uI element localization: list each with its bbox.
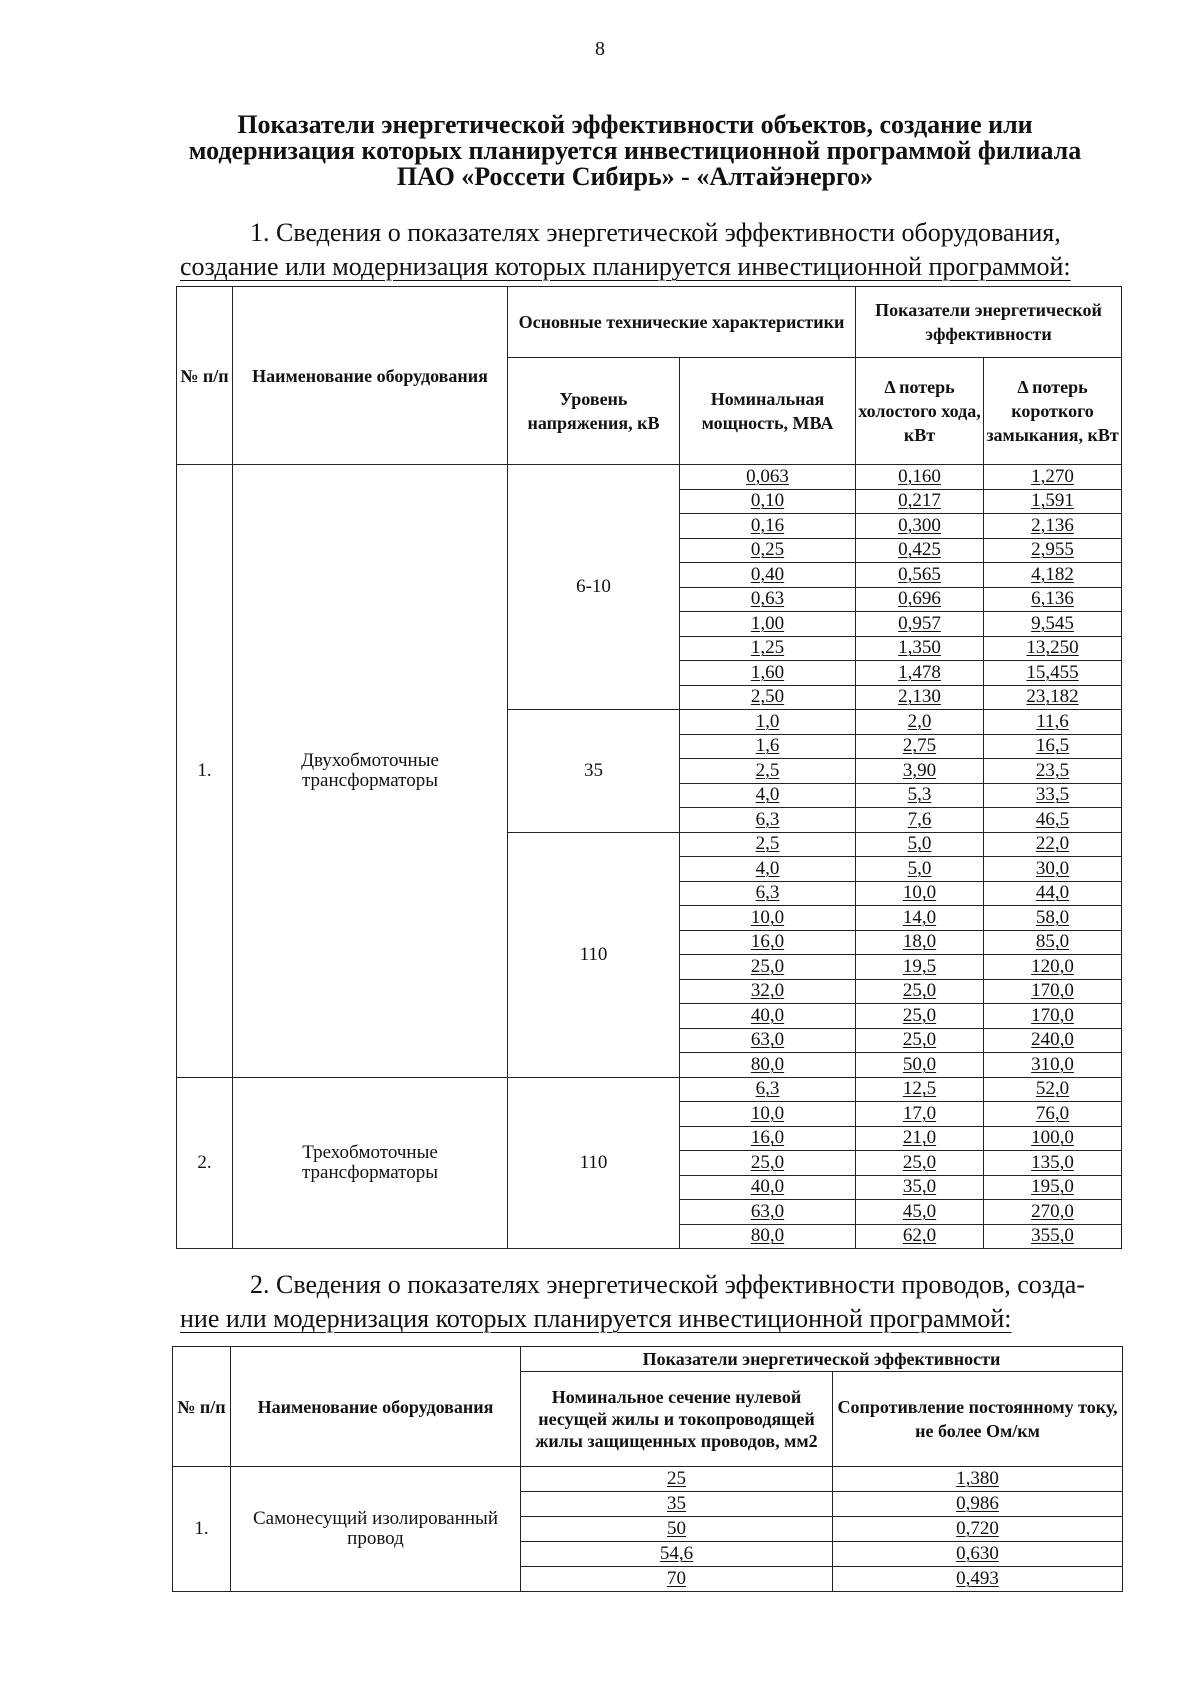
idle-losses: 19,5 [856,955,984,980]
row-number: 1. [177,465,233,1078]
header-efficiency: Показатели энергетической эффективности [856,287,1122,358]
rated-power: 2,5 [680,759,856,784]
rated-power: 2,50 [680,685,856,710]
header-num: № п/п [177,287,233,465]
idle-losses: 0,957 [856,612,984,637]
idle-losses: 5,3 [856,783,984,808]
cross-section: 50 [521,1517,833,1542]
wires-table-body [173,1467,1123,1592]
idle-losses: 0,565 [856,563,984,588]
short-circuit-losses: 58,0 [984,906,1122,931]
idle-losses: 12,5 [856,1077,984,1102]
idle-losses: 10,0 [856,881,984,906]
row-number: 1. [173,1467,231,1592]
idle-losses: 25,0 [856,1004,984,1029]
rated-power: 4,0 [680,783,856,808]
idle-losses: 25,0 [856,979,984,1004]
short-circuit-losses: 85,0 [984,930,1122,955]
rated-power: 2,5 [680,832,856,857]
rated-power: 25,0 [680,1151,856,1176]
rated-power: 1,60 [680,661,856,686]
rated-power: 40,0 [680,1175,856,1200]
short-circuit-losses: 240,0 [984,1028,1122,1053]
idle-losses: 21,0 [856,1126,984,1151]
voltage-level: 110 [508,1077,680,1249]
short-circuit-losses: 100,0 [984,1126,1122,1151]
idle-losses: 0,696 [856,587,984,612]
rated-power: 80,0 [680,1224,856,1249]
rated-power: 0,40 [680,563,856,588]
short-circuit-losses: 170,0 [984,1004,1122,1029]
equipment-name: Самонесущий изолированный провод [231,1467,521,1592]
short-circuit-losses: 2,136 [984,514,1122,539]
short-circuit-losses: 76,0 [984,1102,1122,1127]
rated-power: 0,10 [680,489,856,514]
short-circuit-losses: 33,5 [984,783,1122,808]
voltage-level: 110 [508,832,680,1077]
idle-losses: 14,0 [856,906,984,931]
short-circuit-losses: 355,0 [984,1224,1122,1249]
short-circuit-losses: 23,5 [984,759,1122,784]
short-circuit-losses: 195,0 [984,1175,1122,1200]
rated-power: 80,0 [680,1053,856,1078]
rated-power: 32,0 [680,979,856,1004]
document-title [150,112,1120,190]
rated-power: 25,0 [680,955,856,980]
idle-losses: 0,300 [856,514,984,539]
idle-losses: 2,130 [856,685,984,710]
rated-power: 16,0 [680,930,856,955]
section-1-heading-line-1: 1. Сведения о показателях энергетической эффективности оборудования, [250,218,1061,247]
page-number: 8 [595,38,605,60]
rated-power: 63,0 [680,1200,856,1225]
rated-power: 6,3 [680,808,856,833]
section-2-heading-line-2: ние или модернизация которых планируется инвестиционной программой: [180,1304,1012,1333]
cross-section: 25 [521,1467,833,1492]
idle-losses: 50,0 [856,1053,984,1078]
section-2-heading [180,1268,1130,1336]
idle-losses: 62,0 [856,1224,984,1249]
idle-losses: 17,0 [856,1102,984,1127]
voltage-level: 35 [508,710,680,833]
section-1-heading [180,216,1130,284]
idle-losses: 45,0 [856,1200,984,1225]
header-tech: Основные технические характеристики [508,287,856,358]
idle-losses: 0,160 [856,465,984,490]
short-circuit-losses: 1,270 [984,465,1122,490]
rated-power: 0,063 [680,465,856,490]
rated-power: 4,0 [680,857,856,882]
rated-power: 40,0 [680,1004,856,1029]
header-voltage: Уровень напряжения, кВ [508,358,680,465]
row-number: 2. [177,1077,233,1249]
short-circuit-losses: 30,0 [984,857,1122,882]
short-circuit-losses: 270,0 [984,1200,1122,1225]
short-circuit-losses: 1,591 [984,489,1122,514]
header-power: Номинальная мощность, МВА [680,358,856,465]
transformers-table [176,286,1122,1249]
equipment-name: Трехобмоточные трансформаторы [233,1077,508,1249]
short-circuit-losses: 120,0 [984,955,1122,980]
idle-losses: 2,75 [856,734,984,759]
rated-power: 6,3 [680,881,856,906]
wires-header-name: Наименование оборудования [231,1347,521,1467]
resistance: 0,630 [833,1542,1123,1567]
table-row [173,1467,1123,1492]
short-circuit-losses: 52,0 [984,1077,1122,1102]
rated-power: 16,0 [680,1126,856,1151]
rated-power: 1,25 [680,636,856,661]
short-circuit-losses: 23,182 [984,685,1122,710]
resistance: 0,493 [833,1567,1123,1592]
short-circuit-losses: 9,545 [984,612,1122,637]
wires-header-section: Номинальное сечение нулевой несущей жилы и токопроводящей жилы защищенных проводов, мм2 [521,1372,833,1467]
rated-power: 0,16 [680,514,856,539]
short-circuit-losses: 6,136 [984,587,1122,612]
idle-losses: 7,6 [856,808,984,833]
resistance: 0,720 [833,1517,1123,1542]
idle-losses: 0,217 [856,489,984,514]
short-circuit-losses: 2,955 [984,538,1122,563]
resistance: 1,380 [833,1467,1123,1492]
wires-header-num: № п/п [173,1347,231,1467]
transformers-table-body [177,465,1122,1249]
rated-power: 10,0 [680,906,856,931]
title-line-1: Показатели энергетической эффективности объектов, создание или [237,110,1033,139]
rated-power: 1,0 [680,710,856,735]
rated-power: 1,00 [680,612,856,637]
table-row [177,1077,1122,1102]
short-circuit-losses: 310,0 [984,1053,1122,1078]
idle-losses: 25,0 [856,1151,984,1176]
cross-section: 35 [521,1492,833,1517]
wires-table [172,1346,1123,1592]
header-name: Наименование оборудования [233,287,508,465]
idle-losses: 0,425 [856,538,984,563]
wires-header-resistance: Сопротивление постоянному току, не более Ом/км [833,1372,1123,1467]
idle-losses: 35,0 [856,1175,984,1200]
cross-section: 54,6 [521,1542,833,1567]
rated-power: 0,63 [680,587,856,612]
idle-losses: 25,0 [856,1028,984,1053]
short-circuit-losses: 135,0 [984,1151,1122,1176]
idle-losses: 18,0 [856,930,984,955]
rated-power: 0,25 [680,538,856,563]
idle-losses: 1,350 [856,636,984,661]
idle-losses: 5,0 [856,832,984,857]
rated-power: 6,3 [680,1077,856,1102]
rated-power: 1,6 [680,734,856,759]
short-circuit-losses: 13,250 [984,636,1122,661]
short-circuit-losses: 44,0 [984,881,1122,906]
short-circuit-losses: 4,182 [984,563,1122,588]
table-row [177,465,1122,490]
section-2-heading-line-1: 2. Сведения о показателях энергетической эффективности проводов, созда- [250,1270,1086,1299]
title-line-3: ПАО «Россети Сибирь» - «Алтайэнерго» [396,162,874,191]
cross-section: 70 [521,1567,833,1592]
short-circuit-losses: 11,6 [984,710,1122,735]
idle-losses: 5,0 [856,857,984,882]
rated-power: 10,0 [680,1102,856,1127]
rated-power: 63,0 [680,1028,856,1053]
short-circuit-losses: 22,0 [984,832,1122,857]
idle-losses: 3,90 [856,759,984,784]
title-line-2: модернизация которых планируется инвестиционной программой филиала [188,136,1082,165]
idle-losses: 2,0 [856,710,984,735]
short-circuit-losses: 15,455 [984,661,1122,686]
resistance: 0,986 [833,1492,1123,1517]
section-1-heading-line-2: создание или модернизация которых планируется инвестиционной программой: [180,252,1071,281]
idle-losses: 1,478 [856,661,984,686]
short-circuit-losses: 170,0 [984,979,1122,1004]
short-circuit-losses: 16,5 [984,734,1122,759]
equipment-name: Двухобмоточные трансформаторы [233,465,508,1078]
header-idle-losses: Δ потерь холостого хода, кВт [856,358,984,465]
header-short-circuit-losses: Δ потерь короткого замыкания, кВт [984,358,1122,465]
short-circuit-losses: 46,5 [984,808,1122,833]
voltage-level: 6-10 [508,465,680,710]
wires-header-efficiency: Показатели энергетической эффективности [521,1347,1123,1372]
